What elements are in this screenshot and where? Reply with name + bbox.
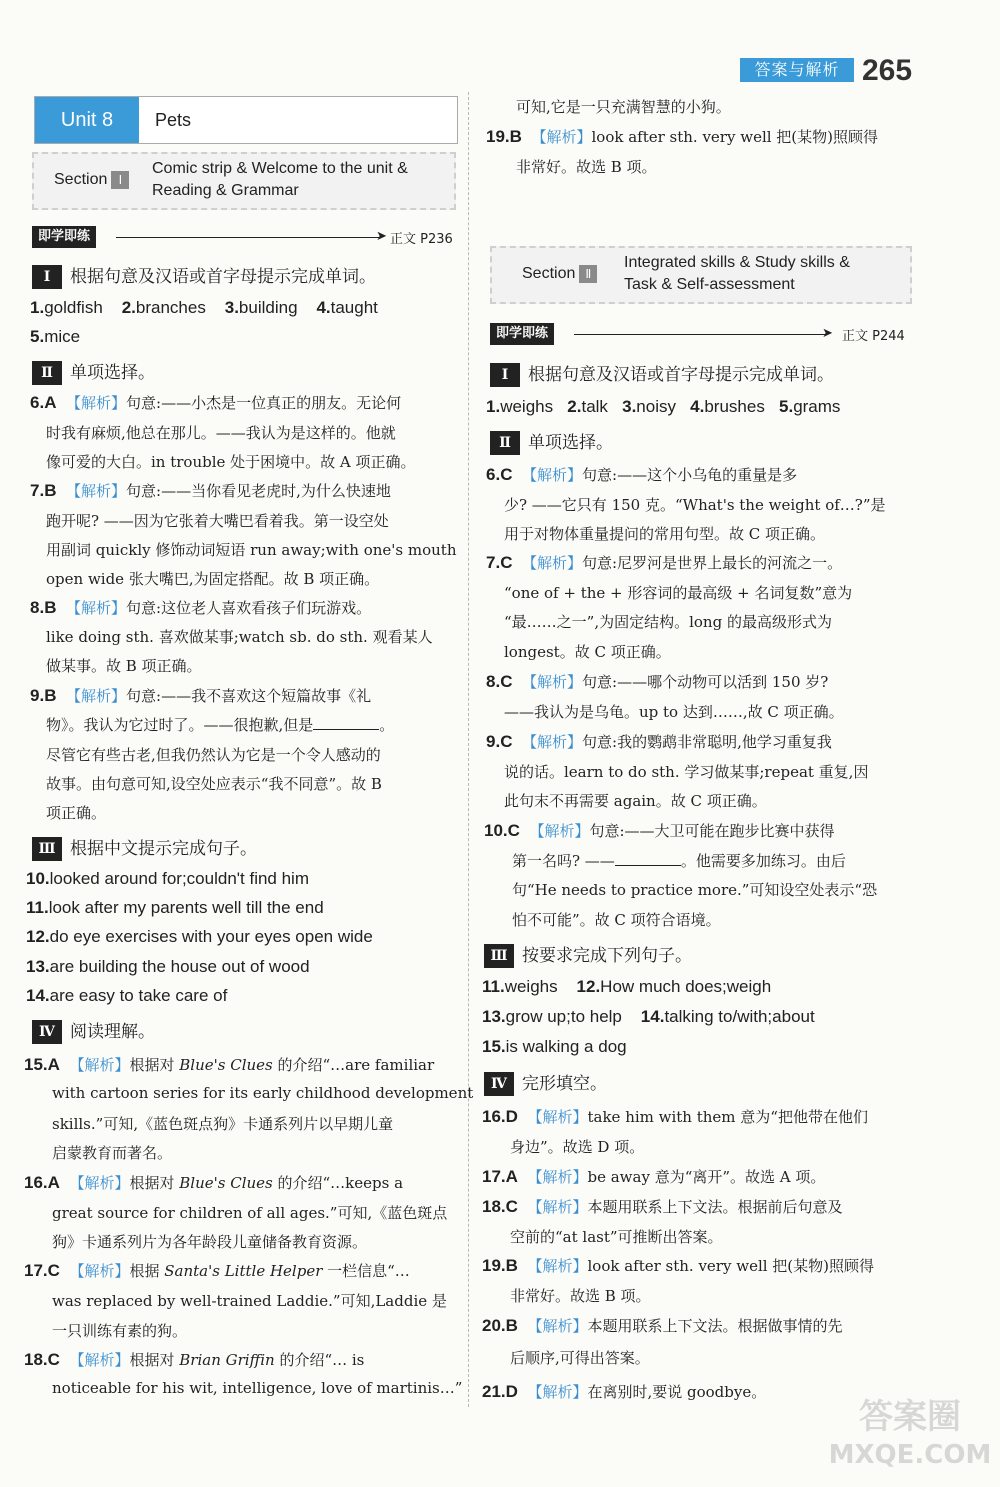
right-q7-line: “最……之一”,为固定结构。long 的最高级形式为 [504, 613, 832, 631]
analysis-tag: 【解析】 [66, 599, 127, 617]
right-q8: 8.C 【解析】句意:——哪个动物可以活到 150 岁? [486, 672, 829, 691]
practice-tag: 即学即练 [32, 226, 96, 248]
left-q7-line: open wide 张大嘴巴,为固定搭配。故 B 项正确。 [46, 570, 380, 588]
left-q7: 7.B 【解析】句意:——当你看见老虎时,为什么快速地 [30, 481, 391, 500]
left-answer-12: 12.do eye exercises with your eyes open wide [26, 927, 373, 946]
left-q9: 9.B 【解析】句意:——我不喜欢这个短篇故事《礼 [30, 686, 372, 705]
right-q6-line: 用于对物体重量提问的常用句型。故 C 项正确。 [504, 525, 826, 543]
right-q19-item: 19.B 【解析】look after sth. very well 把(某物)照顾得 [482, 1256, 875, 1275]
right-q9: 9.C 【解析】句意:我的鹦鹉非常聪明,他学习重复我 [486, 732, 832, 751]
left-q6-line: 像可爱的大白。in trouble 处于困境中。故 A 项正确。 [46, 453, 416, 471]
left-q18-line: noticeable for his wit, intelligence, love of martinis…” [52, 1379, 463, 1397]
left-answer-10: 10.looked around for;couldn't find him [26, 869, 309, 888]
analysis-tag: 【解析】 [527, 1198, 588, 1216]
section-1-box [32, 152, 456, 210]
unit-label: Unit 8 [35, 97, 139, 143]
left-q15-line: skills.”可知,《蓝色斑点狗》卡通系列片以早期儿童 [52, 1115, 394, 1133]
analysis-tag: 【解析】 [529, 822, 590, 840]
left-q7-line: 用副词 quickly 修饰动词短语 run away;with one's mouth [46, 541, 457, 559]
right-q16: 16.D 【解析】take him with them 意为“把他带在他们 [482, 1107, 868, 1126]
right-q9-line: 此句末不再需要 again。故 C 项正确。 [504, 792, 767, 810]
left-q17-line: 一只训练有素的狗。 [52, 1322, 188, 1340]
left-heading-3: Ⅲ 根据中文提示完成句子。 [32, 834, 257, 861]
right-answer-13-14: 13.grow up;to help 14.talking to/with;about [482, 1007, 815, 1026]
right-heading-3: Ⅲ 按要求完成下列句子。 [484, 941, 692, 968]
left-heading-2: Ⅱ 单项选择。 [32, 358, 155, 385]
analysis-tag: 【解析】 [527, 1168, 588, 1186]
practice-bar-1 [32, 226, 456, 248]
page-header-tag: 答案与解析 [740, 58, 854, 82]
answer-blank [615, 853, 681, 866]
practice-page-ref: 正文 P236 [390, 232, 453, 247]
unit-title: Pets [155, 110, 192, 130]
practice-arrow-line [574, 334, 826, 335]
practice-tag: 即学即练 [490, 323, 554, 345]
analysis-tag: 【解析】 [69, 1351, 130, 1369]
analysis-tag: 【解析】 [527, 1383, 588, 1401]
right-q20-line: 后顺序,可得出答案。 [510, 1349, 650, 1367]
section-1-desc: Comic strip & Welcome to the unit & Reading & Grammar [152, 160, 408, 199]
analysis-tag: 【解析】 [66, 482, 127, 500]
left-q9-line: 尽管它有些古老,但我仍然认为它是一个令人感动的 [46, 746, 381, 764]
left-q16: 16.A 【解析】根据对 Blue's Clues 的介绍“…keeps a [24, 1173, 404, 1192]
right-heading-1: Ⅰ 根据句意及汉语或首字母提示完成单词。 [490, 360, 834, 387]
right-q19-line: 非常好。故选 B 项。 [516, 158, 657, 176]
right-q6: 6.C 【解析】句意:——这个小乌龟的重量是多 [486, 465, 798, 484]
left-q15: 15.A 【解析】根据对 Blue's Clues 的介绍“…are familiar [24, 1055, 435, 1074]
left-q7-line: 跑开呢? ——因为它张着大嘴巴看着我。第一设空处 [46, 512, 389, 530]
right-q7: 7.C 【解析】句意:尼罗河是世界上最长的河流之一。 [486, 553, 843, 572]
analysis-tag: 【解析】 [69, 1262, 130, 1280]
left-q15-line: with cartoon series for its early childhood development [52, 1084, 474, 1102]
analysis-tag: 【解析】 [69, 1174, 130, 1192]
section-2-box [490, 246, 912, 304]
left-q9-line: 物》。我认为它过时了。——很抱歉,但是 。 [46, 716, 395, 734]
left-answer-13: 13.are building the house out of wood [26, 957, 310, 976]
right-q19: 19.B 【解析】look after sth. very well 把(某物)照顾得 [486, 127, 879, 146]
right-q7-line: “one of + the + 形容词的最高级 + 名词复数”意为 [504, 584, 853, 602]
analysis-tag: 【解析】 [66, 687, 127, 705]
section-1-label: Section Ⅰ [54, 171, 129, 189]
right-q18: 18.C 【解析】本题用联系上下文法。根据前后句意及 [482, 1197, 843, 1216]
arrow-right-icon: ➤ [376, 229, 387, 244]
left-q17: 17.C 【解析】根据 Santa's Little Helper 一栏信息“… [24, 1261, 410, 1280]
right-q6-line: 少? ——它只有 150 克。“What's the weight of…?”是 [504, 496, 886, 514]
analysis-tag: 【解析】 [522, 733, 583, 751]
site-watermark: 答案圈 MXQE.COM [828, 1397, 992, 1470]
left-answer-11: 11.look after my parents well till the end [26, 898, 324, 917]
left-q16-line: 狗》卡通系列片为各年龄段儿童储备教育资源。 [52, 1233, 368, 1251]
right-answer-1-5: 1.weighs 2.talk 3.noisy 4.brushes 5.grams [486, 397, 841, 416]
right-answer-11-12: 11.weighs 12.How much does;weigh [482, 977, 772, 996]
practice-page-ref: 正文 P244 [842, 329, 905, 344]
right-q17: 17.A 【解析】be away 意为“离开”。故选 A 项。 [482, 1167, 826, 1186]
right-q10-line: 怕不可能”。故 C 项符合语境。 [512, 911, 721, 929]
analysis-tag: 【解析】 [527, 1257, 588, 1275]
left-q8: 8.B 【解析】句意:这位老人喜欢看孩子们玩游戏。 [30, 598, 372, 617]
analysis-tag: 【解析】 [527, 1108, 588, 1126]
section-2-desc: Integrated skills & Study skills & Task & Self-assessment [624, 254, 850, 293]
practice-arrow-line [116, 237, 380, 238]
right-q20: 20.B 【解析】本题用联系上下文法。根据做事情的先 [482, 1316, 843, 1335]
left-q17-line: was replaced by well-trained Laddie.”可知,Laddie 是 [52, 1292, 447, 1310]
left-q18: 18.C 【解析】根据对 Brian Griffin 的介绍“… is [24, 1350, 365, 1369]
right-q7-line: longest。故 C 项正确。 [504, 643, 671, 661]
right-answer-15: 15.is walking a dog [482, 1037, 627, 1056]
left-q9-line: 项正确。 [46, 804, 107, 822]
arrow-right-icon: ➤ [822, 326, 833, 341]
right-q10-line: 第一名吗? —— 。他需要多加练习。由后 [512, 852, 846, 870]
analysis-tag: 【解析】 [69, 1056, 130, 1074]
right-continuation: 可知,它是一只充满智慧的小狗。 [516, 98, 731, 116]
left-q6-line: 时我有麻烦,他总在那儿。——我认为是这样的。他就 [46, 424, 396, 442]
left-heading-1: Ⅰ 根据句意及汉语或首字母提示完成单词。 [32, 262, 376, 289]
analysis-tag: 【解析】 [527, 1317, 588, 1335]
section-1-roman: Ⅰ [111, 171, 129, 189]
left-q9-line: 故事。由句意可知,设空处应表示“我不同意”。故 B [46, 775, 382, 793]
analysis-tag: 【解析】 [522, 554, 583, 572]
answer-blank [313, 717, 379, 730]
unit-header [34, 96, 458, 144]
left-answer-1-4: 1.goldfish 2.branches 3.building 4.taught [30, 298, 378, 317]
page-number: 265 [862, 54, 913, 87]
section-2-roman: Ⅱ [579, 265, 597, 283]
left-q15-line: 启蒙教育而著名。 [52, 1144, 173, 1162]
analysis-tag: 【解析】 [531, 128, 592, 146]
left-q8-line: 做某事。故 B 项正确。 [46, 657, 202, 675]
right-q10: 10.C 【解析】句意:——大卫可能在跑步比赛中获得 [484, 821, 835, 840]
left-answer-14: 14.are easy to take care of [26, 986, 228, 1005]
left-q8-line: like doing sth. 喜欢做某事;watch sb. do sth. 观看某人 [46, 628, 433, 646]
right-q21: 21.D 【解析】在离别时,要说 goodbye。 [482, 1382, 767, 1401]
column-divider [468, 92, 469, 1407]
analysis-tag: 【解析】 [522, 673, 583, 691]
analysis-tag: 【解析】 [522, 466, 583, 484]
analysis-tag: 【解析】 [66, 394, 127, 412]
section-2-label: Section Ⅱ [522, 265, 597, 283]
left-q16-line: great source for children of all ages.”可知,《蓝色斑点 [52, 1204, 448, 1222]
left-answer-5: 5.mice [30, 327, 81, 346]
right-q16-line: 身边”。故选 D 项。 [510, 1138, 645, 1156]
right-q10-line: 句“He needs to practice more.”可知设空处表示“恐 [512, 881, 878, 899]
right-heading-4: Ⅳ 完形填空。 [484, 1069, 607, 1096]
right-q19-line: 非常好。故选 B 项。 [510, 1287, 651, 1305]
right-heading-2: Ⅱ 单项选择。 [490, 428, 613, 455]
right-q8-line: ——我认为是乌龟。up to 达到……,故 C 项正确。 [504, 703, 844, 721]
left-heading-4: Ⅳ 阅读理解。 [32, 1017, 155, 1044]
right-q18-line: 空前的“at last”可推断出答案。 [510, 1228, 723, 1246]
practice-bar-2 [490, 323, 910, 345]
right-q9-line: 说的话。learn to do sth. 学习做某事;repeat 重复,因 [504, 763, 869, 781]
left-q6: 6.A 【解析】句意:——小杰是一位真正的朋友。无论何 [30, 393, 402, 412]
